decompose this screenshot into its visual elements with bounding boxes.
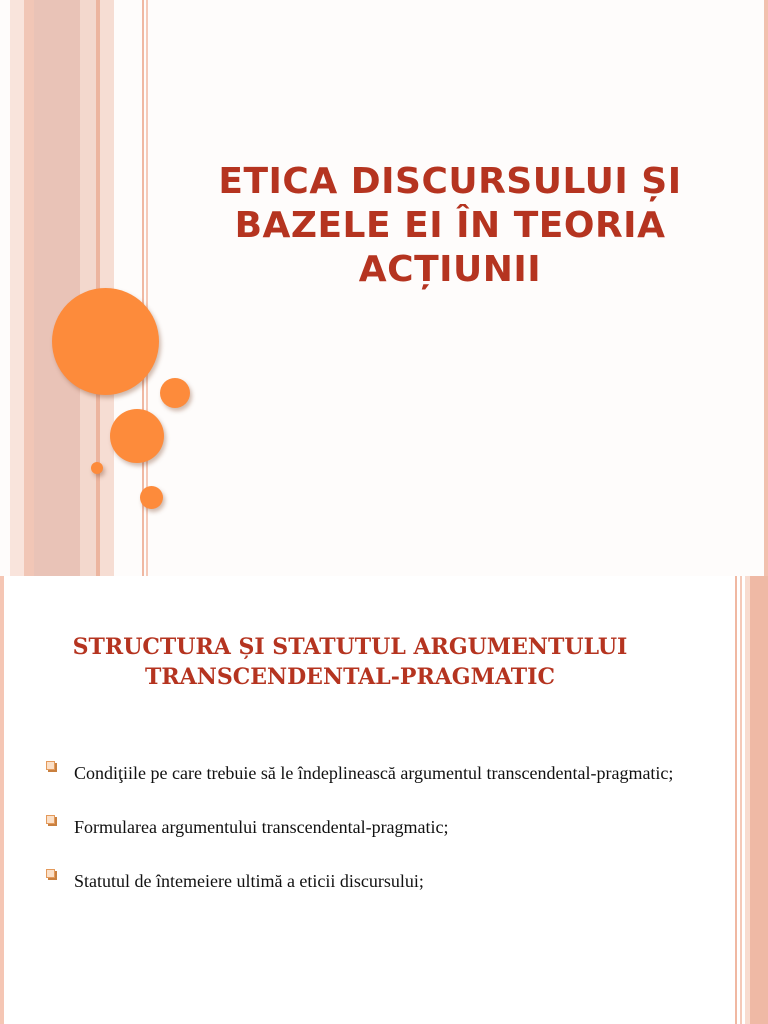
list-item <box>46 756 686 790</box>
list-item <box>46 864 686 898</box>
stripe <box>24 0 34 576</box>
stripe <box>750 576 768 1024</box>
decorative-circle <box>140 486 163 509</box>
decorative-stripes <box>0 0 160 576</box>
stripe <box>34 0 80 576</box>
decorative-circle <box>52 288 159 395</box>
title-line: ETICA DISCURSULUI ȘI <box>218 161 682 202</box>
slide-edge <box>0 576 4 1024</box>
square-bullet-icon <box>46 869 55 878</box>
section-heading <box>20 632 680 692</box>
list-item-text: Condiţiile pe care trebuie să le îndeplinească argumentul transcendental-pragmatic; <box>74 763 674 783</box>
stripe <box>735 576 737 1024</box>
list-item-text: Formularea argumentului transcendental-pragmatic; <box>74 817 449 837</box>
stripe <box>740 576 742 1024</box>
list-item-text: Statutul de întemeiere ultimă a eticii discursului; <box>74 871 424 891</box>
content-slide <box>0 576 768 1024</box>
slide-title <box>190 160 710 292</box>
bullet-list <box>46 756 686 918</box>
square-bullet-icon <box>46 815 55 824</box>
title-line: ACȚIUNII <box>358 249 542 290</box>
heading-line: TRANSCENDENTAL-PRAGMATIC <box>145 664 555 690</box>
title-line: BAZELE EI ÎN TEORIA <box>234 205 666 246</box>
square-bullet-icon <box>46 761 55 770</box>
stripe <box>80 0 96 576</box>
decorative-circle <box>91 462 103 474</box>
heading-line: STRUCTURA ȘI STATUTUL ARGUMENTULUI <box>72 634 628 660</box>
decorative-circle <box>110 409 164 463</box>
list-item <box>46 810 686 844</box>
decorative-circle <box>160 378 190 408</box>
slide-edge <box>764 0 768 576</box>
stripe <box>10 0 24 576</box>
